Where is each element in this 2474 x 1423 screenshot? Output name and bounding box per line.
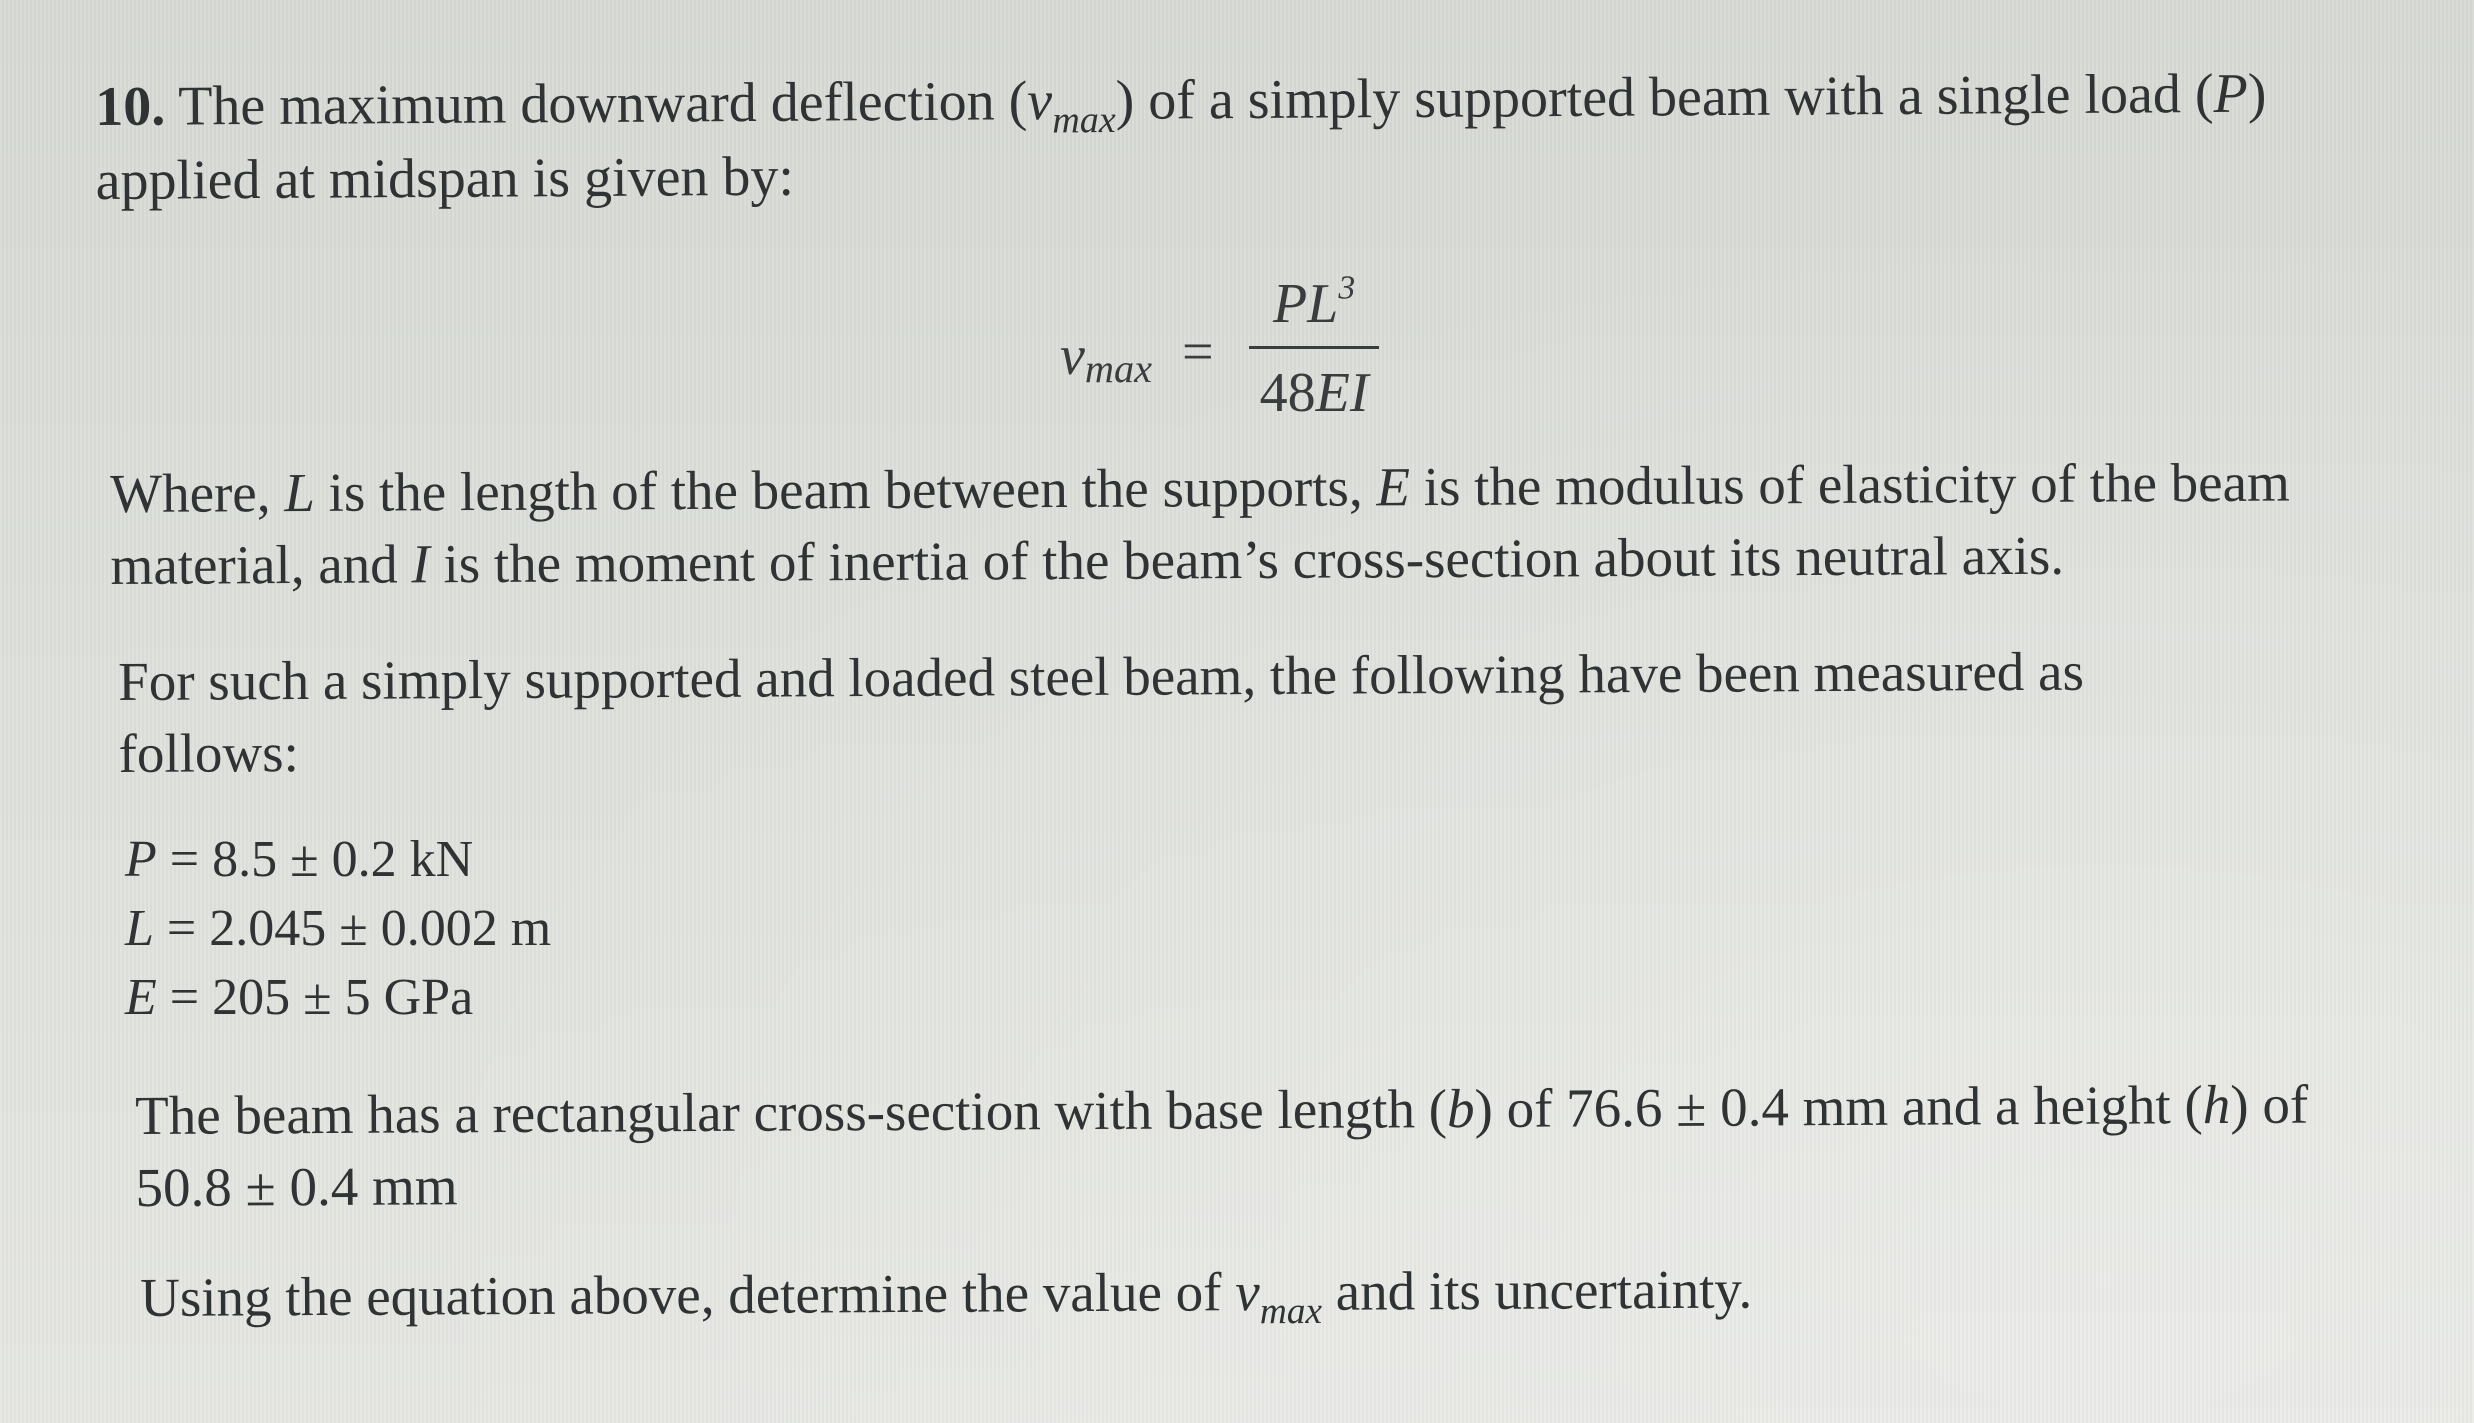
equation-lhs (1060, 310, 1153, 391)
denominator-number: 48 (1259, 362, 1316, 424)
equation-fraction (1236, 269, 1393, 425)
where-text-1: Where, (110, 462, 285, 524)
measurement-L (125, 894, 551, 963)
task-v-sub: max (1259, 1290, 1323, 1333)
where-text-2: is the length of the beam between the supports, (314, 456, 1377, 523)
measurement-P (125, 825, 551, 894)
task-text-1: Using the equation above, determine the value of (140, 1261, 1236, 1328)
load-symbol: P (2213, 62, 2248, 126)
measurement-P-var: P (125, 831, 157, 888)
measurement-E-var: E (125, 969, 157, 1026)
measurement-L-var: L (125, 900, 154, 957)
intro-text-a: The maximum downward deflection ( (178, 70, 1028, 138)
task-text-2: and its uncertainty. (1321, 1258, 1753, 1322)
intro-open-paren: ( (2194, 63, 2214, 126)
measurement-L-value: = 2.045 ± 0.002 m (153, 900, 552, 957)
variable-definitions (110, 446, 2411, 602)
intro-text-b: ) of a simply supported beam with a single load (1115, 63, 2182, 132)
beam-h: h (2202, 1074, 2231, 1136)
question-intro (95, 56, 2356, 218)
fraction-denominator (1236, 349, 1393, 425)
beam-text-2: ) of 76.6 ± 0.4 mm and a height ( (1474, 1074, 2203, 1139)
measurement-P-value: = 8.5 ± 0.2 kN (156, 831, 474, 888)
vmax-symbol: v (1027, 70, 1053, 133)
equals-sign: = (1182, 320, 1214, 383)
task-instruction (140, 1250, 2340, 1334)
where-text-3: is the modulus of elasticity of the beam material, and (110, 451, 2290, 596)
denominator-vars: EI (1315, 362, 1369, 424)
cross-section-description (135, 1068, 2336, 1224)
equation-lhs-sub: max (1084, 345, 1153, 391)
measurement-intro: For such a simply supported and loaded steel beam, the following have been measured as follows: (118, 640, 2085, 784)
where-I: I (411, 533, 430, 595)
numerator-base: PL (1272, 273, 1339, 335)
beam-text-3: ) of 50.8 ± 0.4 mm (135, 1073, 2309, 1218)
task-v: v (1235, 1261, 1260, 1323)
where-E: E (1376, 456, 1411, 518)
where-L: L (284, 461, 315, 524)
measurement-list (125, 825, 551, 1032)
where-text-4: is the moment of inertia of the beam’s cross-section about its neutral axis. (429, 524, 2065, 595)
measurement-E (125, 963, 551, 1032)
vmax-subscript: max (1052, 99, 1116, 142)
measurement-E-value: = 205 ± 5 GPa (156, 969, 474, 1026)
numerator-exponent: 3 (1338, 269, 1356, 307)
equation-lhs-var: v (1060, 324, 1085, 387)
beam-b: b (1446, 1077, 1475, 1140)
intro-text-c: ) applied at midspan is given by: (95, 62, 2267, 212)
deflection-equation (1060, 269, 1392, 425)
question-number: 10. (95, 75, 166, 138)
beam-text-1: The beam has a rectangular cross-section with base length ( (135, 1078, 1448, 1146)
fraction-numerator (1249, 269, 1379, 346)
